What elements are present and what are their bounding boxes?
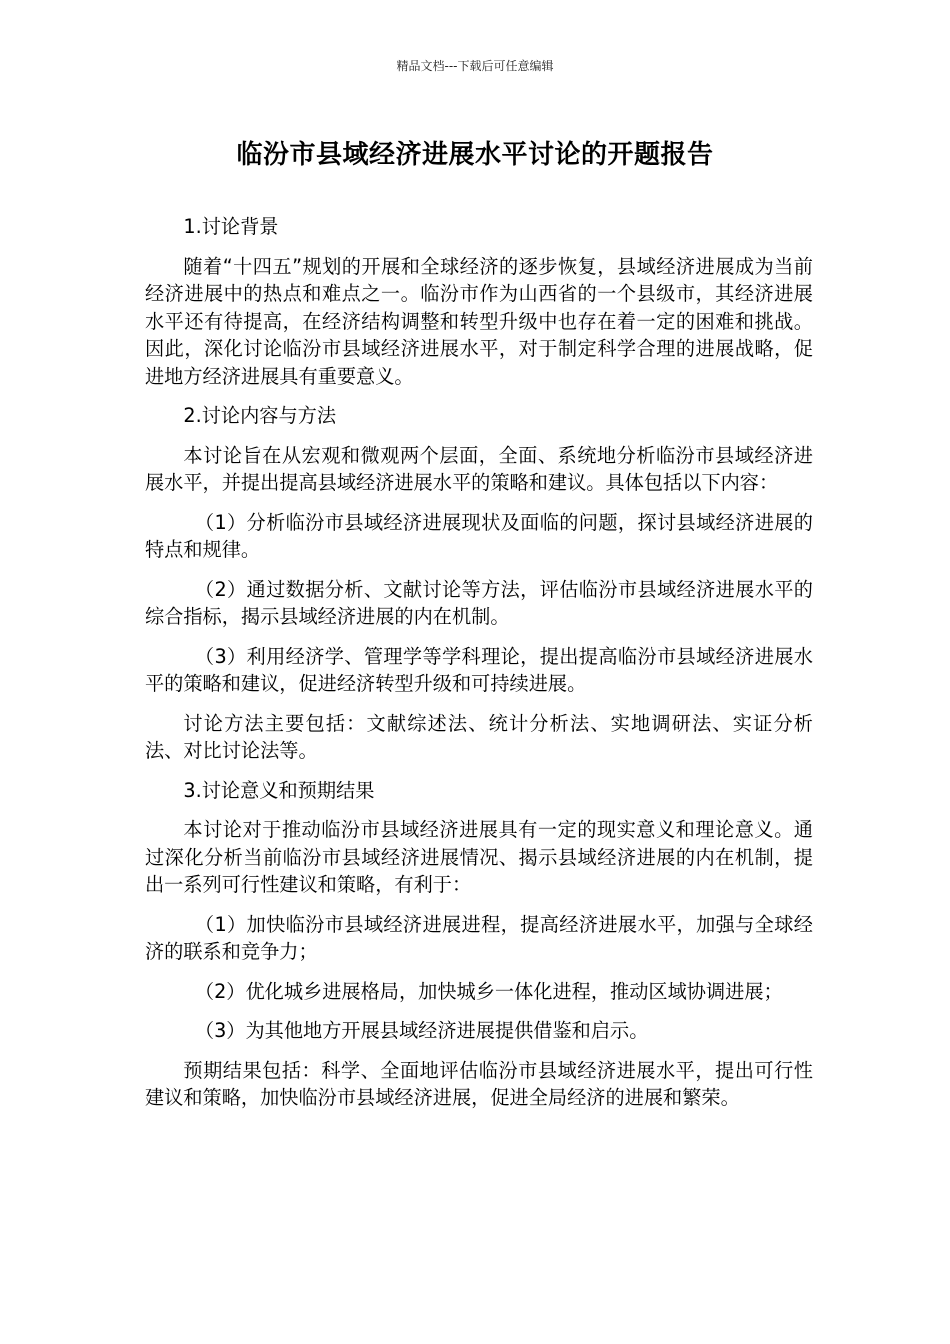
list-item-content-2: （2）通过数据分析、文献讨论等方法，评估临汾市县域经济进展水平的综合指标，揭示县域经济进展的内在机制。	[145, 577, 813, 628]
paragraph-methods: 讨论方法主要包括：文献综述法、统计分析法、实地调研法、实证分析法、对比讨论法等。	[145, 711, 813, 762]
document-body	[145, 213, 813, 1112]
paragraph-expected-results: 预期结果包括：科学、全面地评估临汾市县域经济进展水平，提出可行性建议和策略，加快临汾市县域经济进展，促进全局经济的进展和繁荣。	[145, 1058, 813, 1109]
list-item-content-1: （1）分析临汾市县域经济进展现状及面临的问题，探讨县域经济进展的特点和规律。	[145, 510, 813, 561]
list-item-benefit-3: （3）为其他地方开展县域经济进展提供借鉴和启示。	[194, 1019, 649, 1042]
section-heading-significance: 3.讨论意义和预期结果	[183, 778, 375, 802]
list-item-content-3: （3）利用经济学、管理学等学科理论，提出提高临汾市县域经济进展水平的策略和建议，促进经济转型升级和可持续进展。	[145, 644, 813, 695]
section-heading-background: 1.讨论背景	[183, 215, 279, 238]
header-note: 精品文档---下载后可任意编辑	[396, 59, 554, 73]
paragraph-significance: 本讨论对于推动临汾市县域经济进展具有一定的现实意义和理论意义。通过深化分析当前临汾市县域经济进展情况、揭示县域经济进展的内在机制，提出一系列可行性建议和策略，有利于：	[145, 818, 813, 896]
section-heading-content-method: 2.讨论内容与方法	[183, 404, 337, 427]
paragraph-content-intro: 本讨论旨在从宏观和微观两个层面，全面、系统地分析临汾市县域经济进展水平，并提出提高县域经济进展水平的策略和建议。具体包括以下内容：	[145, 443, 813, 494]
list-item-benefit-2: （2）优化城乡进展格局，加快城乡一体化进程，推动区域协调进展；	[194, 979, 783, 1003]
paragraph-background: 随着“十四五”规划的开展和全球经济的逐步恢复，县域经济进展成为当前经济进展中的热点和难点之一。临汾市作为山西省的一个县级市，其经济进展水平还有待提高，在经济结构调整和转型升级中也存在着一定的困难和挑战。因此，深化讨论临汾市县域经济进展水平，对于制定科学合理的进展战略，促进地方经济进展具有重要意义。	[145, 254, 813, 388]
document-title: 临汾市县域经济进展水平讨论的开题报告	[236, 140, 714, 170]
list-item-benefit-1: （1）加快临汾市县域经济进展进程，提高经济进展水平，加强与全球经济的联系和竞争力；	[145, 912, 813, 963]
